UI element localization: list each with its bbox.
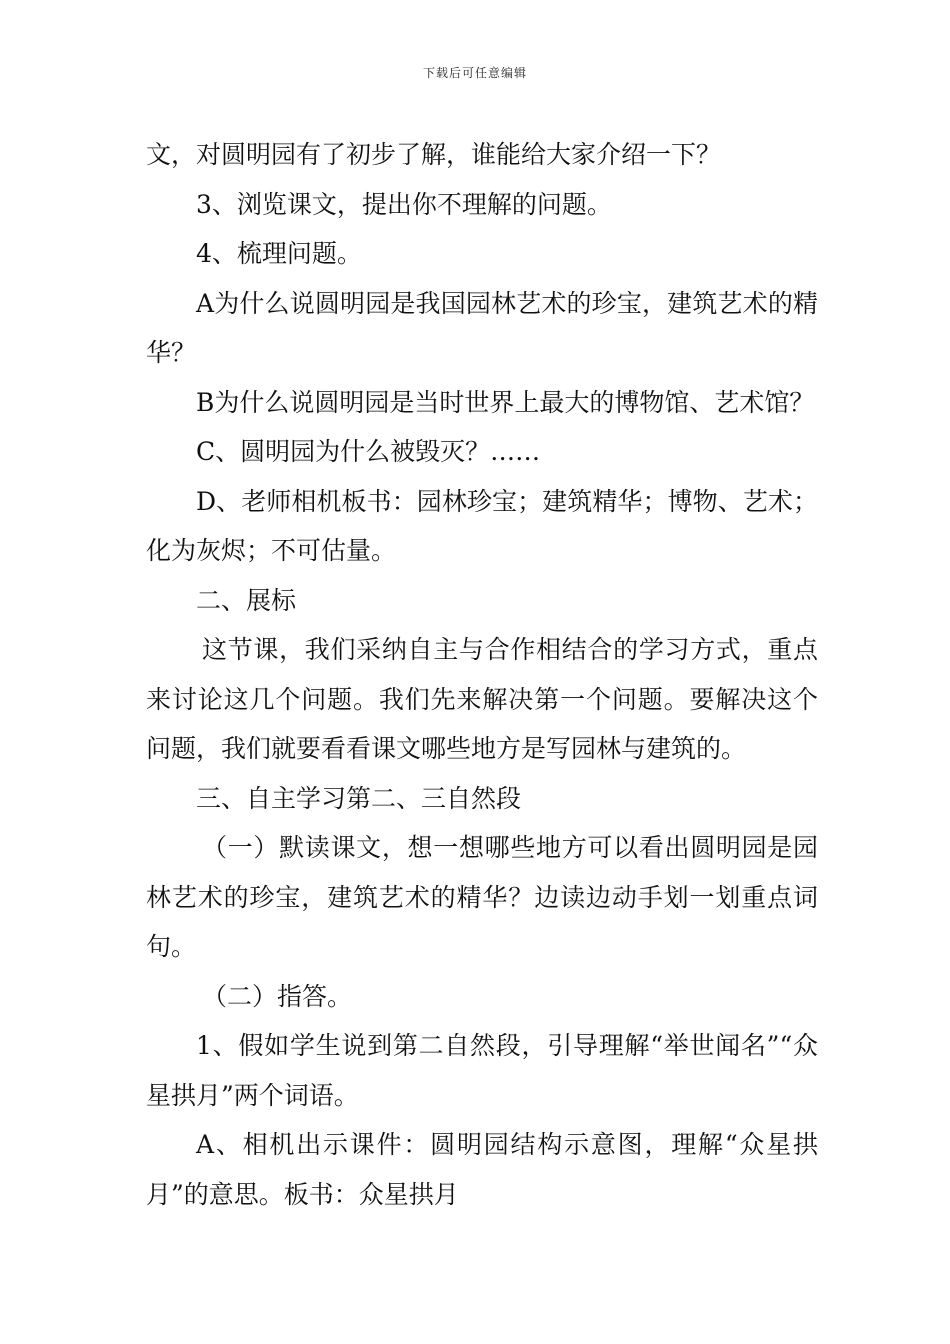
paragraph-question-a: A为什么说圆明园是我国园林艺术的珍宝，建筑艺术的精华？ [146,288,818,367]
page-header: 下载后可任意编辑 [422,66,527,80]
paragraph-step-3: 3、浏览课文，提出你不理解的问题。 [196,189,612,219]
paragraph-question-d: D、老师相机板书：园林珍宝；建筑精华；博物、艺术；化为灰烬；不可估量。 [146,486,818,565]
paragraph-subsection-1: （一）默读课文，想一想哪些地方可以看出圆明园是园林艺术的珍宝，建筑艺术的精华？边读边动手划一划重点词句。 [146,833,818,961]
paragraph-question-c: C、圆明园为什么被毁灭？…… [196,437,541,466]
paragraph-continuation: 文，对圆明园有了初步了解，谁能给大家介绍一下？ [146,140,722,169]
paragraph-item-a: A、相机出示课件：圆明园结构示意图，理解“众星拱月”的意思。板书：众星拱月 [146,1130,818,1209]
paragraph-subsection-2: （二）指答。 [202,981,353,1011]
document-body [146,130,818,1219]
paragraph-lesson-intro: 这节课，我们采纳自主与合作相结合的学习方式，重点来讨论这几个问题。我们先来解决第一个问题。要解决这个问题，我们就要看看课文哪些地方是写园林与建筑的。 [146,635,818,763]
section-heading-2: 二、展标 [196,585,297,615]
paragraph-step-4: 4、梳理问题。 [196,239,362,268]
paragraph-item-1: 1、假如学生说到第二自然段，引导理解“举世闻名”“众星拱月”两个词语。 [146,1031,818,1110]
section-heading-3: 三、自主学习第二、三自然段 [196,783,522,813]
paragraph-question-b: B为什么说圆明园是当时世界上最大的博物馆、艺术馆？ [196,387,815,417]
